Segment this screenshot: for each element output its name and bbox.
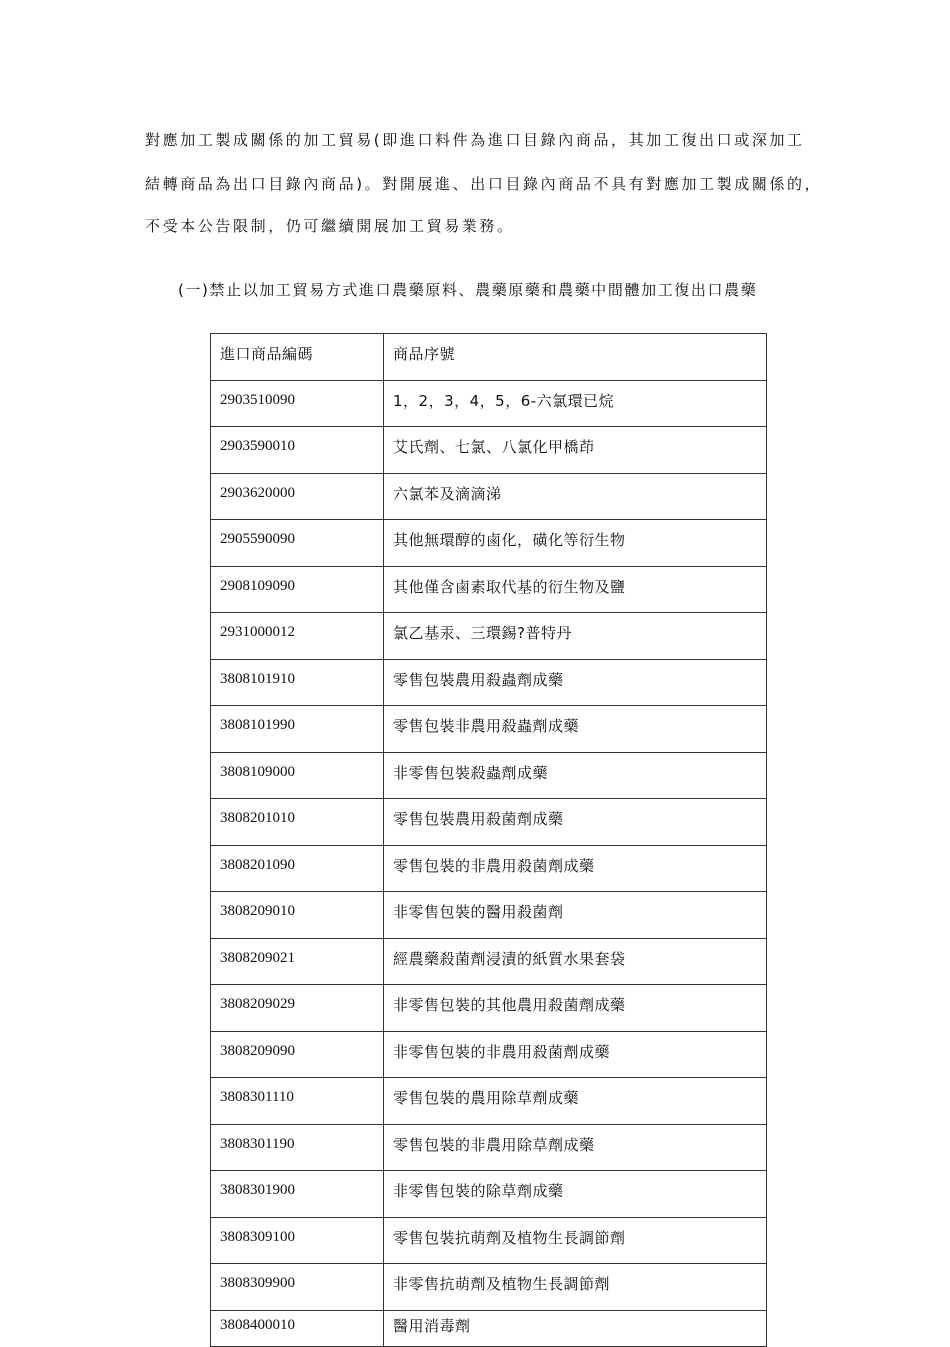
table-row [211, 799, 767, 846]
commodity-name-cell: 零售包裝的農用除草劑成藥 [384, 1078, 767, 1125]
commodity-name-cell: 零售包裝農用殺菌劑成藥 [384, 799, 767, 846]
table-row [211, 659, 767, 706]
commodity-code-cell: 3808201090 [211, 845, 384, 892]
table-row [211, 613, 767, 660]
table-row [211, 752, 767, 799]
header-name: 商品序號 [384, 334, 767, 381]
commodity-code-cell: 3808201010 [211, 799, 384, 846]
paragraph-line-2: 結轉商品為出口目錄內商品)。對開展進、出口目錄內商品不具有對應加工製成關係的， [145, 175, 823, 193]
table-row [211, 1078, 767, 1125]
commodity-name-cell: 零售包裝非農用殺蟲劑成藥 [384, 706, 767, 753]
table-header-row [211, 334, 767, 381]
table-row [211, 520, 767, 567]
commodity-name-cell: 1，2，3，4，5，6-六氯環已烷 [384, 380, 767, 427]
commodity-code-cell: 3808109000 [211, 752, 384, 799]
table-row [211, 427, 767, 474]
commodity-code-cell: 2908109090 [211, 566, 384, 613]
commodity-name-cell: 氯乙基汞、三環錫?普特丹 [384, 613, 767, 660]
commodity-name-cell: 零售包裝農用殺蟲劑成藥 [384, 659, 767, 706]
table-row [211, 1264, 767, 1311]
commodity-code-cell: 3808101910 [211, 659, 384, 706]
table-row [211, 566, 767, 613]
table-row [211, 1031, 767, 1078]
table-row [211, 380, 767, 427]
commodity-name-cell: 零售包裝抗萌劑及植物生長調節劑 [384, 1217, 767, 1264]
commodity-name-cell: 經農藥殺菌劑浸漬的紙質水果套袋 [384, 938, 767, 985]
table-row [211, 1124, 767, 1171]
commodity-name-cell: 非零售包裝殺蟲劑成藥 [384, 752, 767, 799]
paragraph-line-3: 不受本公告限制，仍可繼續開展加工貿易業務。 [145, 217, 515, 235]
table-row [211, 1310, 767, 1346]
commodity-code-table [210, 333, 767, 1347]
paragraph-line-1: 對應加工製成關係的加工貿易(即進口料件為進口目錄內商品，其加工復出口或深加工 [145, 131, 805, 149]
table-row [211, 892, 767, 939]
commodity-name-cell: 六氯苯及滴滴涕 [384, 473, 767, 520]
commodity-code-cell: 3808301110 [211, 1078, 384, 1125]
table-row [211, 473, 767, 520]
commodity-name-cell: 零售包裝的非農用殺菌劑成藥 [384, 845, 767, 892]
table-row [211, 706, 767, 753]
commodity-name-cell: 非零售抗萌劑及植物生長調節劑 [384, 1264, 767, 1311]
commodity-name-cell: 醫用消毒劑 [384, 1310, 767, 1346]
commodity-name-cell: 其他僅含鹵素取代基的衍生物及鹽 [384, 566, 767, 613]
commodity-name-cell: 零售包裝的非農用除草劑成藥 [384, 1124, 767, 1171]
header-code: 進口商品編碼 [211, 334, 384, 381]
commodity-code-cell: 2903620000 [211, 473, 384, 520]
commodity-name-cell: 非零售包裝的其他農用殺菌劑成藥 [384, 985, 767, 1032]
commodity-code-cell: 3808101990 [211, 706, 384, 753]
commodity-code-cell: 3808301190 [211, 1124, 384, 1171]
commodity-name-cell: 艾氏劑、七氯、八氯化甲橋茚 [384, 427, 767, 474]
commodity-code-cell: 3808209010 [211, 892, 384, 939]
commodity-code-cell: 3808209021 [211, 938, 384, 985]
table-body [211, 334, 767, 1347]
commodity-code-cell: 3808301900 [211, 1171, 384, 1218]
commodity-name-cell: 非零售包裝的非農用殺菌劑成藥 [384, 1031, 767, 1078]
section-heading: (一)禁止以加工貿易方式進口農藥原料、農藥原藥和農藥中間體加工復出口農藥 [178, 281, 758, 299]
commodity-name-cell: 非零售包裝的除草劑成藥 [384, 1171, 767, 1218]
table-row [211, 938, 767, 985]
commodity-code-cell: 3808209029 [211, 985, 384, 1032]
commodity-code-cell: 2903510090 [211, 380, 384, 427]
table-row [211, 1171, 767, 1218]
commodity-code-cell: 3808209090 [211, 1031, 384, 1078]
commodity-code-cell: 2905590090 [211, 520, 384, 567]
table-row [211, 985, 767, 1032]
table-row [211, 1217, 767, 1264]
commodity-name-cell: 非零售包裝的醫用殺菌劑 [384, 892, 767, 939]
commodity-code-cell: 3808400010 [211, 1310, 384, 1346]
commodity-code-cell: 2903590010 [211, 427, 384, 474]
table-row [211, 845, 767, 892]
commodity-code-cell: 3808309900 [211, 1264, 384, 1311]
commodity-code-cell: 2931000012 [211, 613, 384, 660]
commodity-code-cell: 3808309100 [211, 1217, 384, 1264]
commodity-name-cell: 其他無環醇的鹵化，磺化等衍生物 [384, 520, 767, 567]
